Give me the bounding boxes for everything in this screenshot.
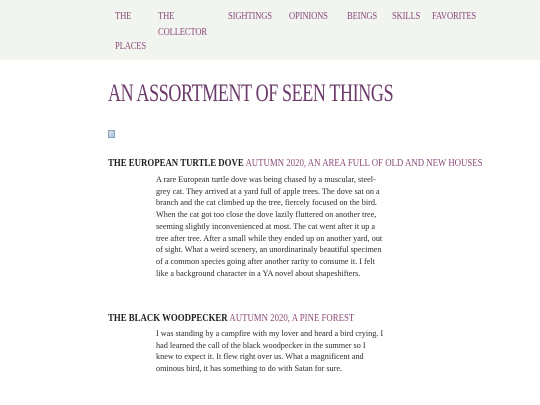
entry-heading xyxy=(108,157,483,169)
nav-link-opinions[interactable]: OPINIONS xyxy=(289,10,328,22)
nav-link-places[interactable]: PLACES xyxy=(115,40,147,52)
entry-name: THE BLACK WOODPECKER xyxy=(108,312,228,324)
entry-text: A rare European turtle dove was being chased by a muscular, steel-grey cat. They arrived at a yard full of apple trees. The dove sat on a branch and the cat climbed up the tree, fiercely focused on the bird. When the cat got too close the dove lazily fluttered on another tree, seeming slightly inconvenienced at most. The cat went after it up a tree after tree. After a small while they ended up on another yard, out of sight. What a weird scenery, an unordinarinaly beautiful specimen of a common species going after another rarity to consume it. I felt like a background character in a YA novel about shapeshifters. xyxy=(156,175,383,278)
nav-link-skills[interactable]: SKILLS xyxy=(392,10,421,22)
nav-link-the-collector[interactable]: THE COLLECTOR xyxy=(158,10,207,38)
top-navigation xyxy=(0,0,540,60)
entry-heading xyxy=(108,312,354,324)
broken-image-icon xyxy=(108,130,115,138)
nav-link-favorites[interactable]: FAVORITES xyxy=(432,10,477,22)
nav-link-beings[interactable]: BEINGS xyxy=(347,10,378,22)
page-title: AN ASSORTMENT OF SEEN THINGS xyxy=(108,80,394,107)
entry-meta: AUTUMN 2020, AN AREA FULL OF OLD AND NEW HOUSES xyxy=(245,157,483,169)
nav-row-2 xyxy=(115,38,153,54)
nav-link-sightings[interactable]: SIGHTINGS xyxy=(228,10,272,22)
entry-name: THE EUROPEAN TURTLE DOVE xyxy=(108,157,244,169)
entry-text: I was standing by a campfire with my lover and heard a bird crying. I had learned the call of the black woodpecker in the summer so I knew to expect it. It flew right over us. What a magnificent and ominous bird, it has something to do with Satan for sure. xyxy=(156,329,384,374)
nav-row-1 xyxy=(115,8,480,40)
nav-link-home[interactable]: THE xyxy=(115,10,132,22)
entry-meta: AUTUMN 2020, A PINE FOREST xyxy=(229,312,355,324)
